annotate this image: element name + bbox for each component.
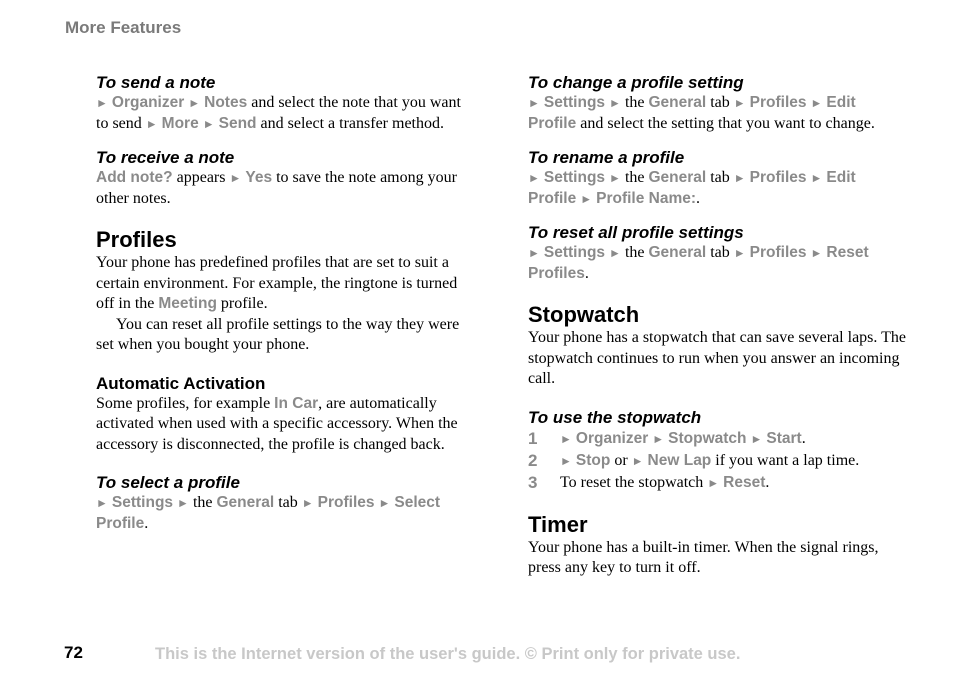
change-profile-section bbox=[528, 73, 906, 134]
text: the bbox=[620, 244, 649, 261]
timer-body: Your phone has a built-in timer. When the signal rings, press any key to turn it off. bbox=[528, 538, 879, 576]
menu-organizer: Organizer bbox=[575, 429, 649, 447]
arrow-icon: ► bbox=[580, 191, 593, 206]
menu-add-note: Add note? bbox=[96, 169, 173, 186]
text: if you want a lap time. bbox=[711, 451, 860, 469]
left-column bbox=[96, 73, 476, 534]
menu-settings: Settings bbox=[543, 244, 606, 261]
arrow-icon: ► bbox=[631, 453, 644, 468]
arrow-icon: ► bbox=[528, 96, 540, 110]
text: . bbox=[584, 264, 589, 282]
text: tab bbox=[706, 244, 734, 261]
arrow-icon: ► bbox=[609, 246, 621, 260]
step-number: 3 bbox=[528, 472, 538, 492]
arrow-icon: ► bbox=[301, 496, 314, 510]
right-column bbox=[528, 73, 906, 579]
rename-profile-instructions bbox=[528, 168, 906, 209]
menu-profiles: Profiles bbox=[749, 169, 807, 186]
footer-note: This is the Internet version of the user's guide. © Print only for private use. bbox=[155, 645, 741, 663]
arrow-icon: ► bbox=[188, 96, 201, 110]
stopwatch-title: Stopwatch bbox=[528, 302, 640, 327]
text: tab bbox=[274, 494, 302, 511]
menu-profile-name: Profile Name: bbox=[596, 189, 697, 207]
rename-profile-title: To rename a profile bbox=[528, 148, 685, 167]
arrow-icon: ► bbox=[609, 171, 621, 185]
receive-note-instructions bbox=[96, 168, 476, 209]
arrow-icon: ► bbox=[707, 475, 720, 490]
step-1 bbox=[528, 428, 906, 450]
timer-section bbox=[528, 512, 906, 579]
arrow-icon: ► bbox=[750, 431, 763, 446]
arrow-icon: ► bbox=[528, 171, 540, 185]
text: and select the setting that you want to change. bbox=[576, 114, 875, 132]
arrow-icon: ► bbox=[229, 171, 242, 185]
text: , are automatically activated when used with a specific accessory. When the accessory is disconnected, the profile is changed back. bbox=[96, 394, 458, 453]
menu-notes: Notes bbox=[204, 94, 248, 111]
menu-in-car: In Car bbox=[274, 394, 319, 412]
text: to save the note among your other notes. bbox=[96, 169, 457, 207]
text: profile. bbox=[216, 295, 268, 312]
arrow-icon: ► bbox=[145, 116, 158, 131]
menu-select-profile: Select Profile bbox=[96, 494, 441, 532]
menu-start: Start bbox=[766, 429, 802, 447]
menu-profiles: Profiles bbox=[317, 494, 375, 511]
menu-meeting: Meeting bbox=[158, 295, 217, 312]
select-profile-instructions bbox=[96, 493, 476, 534]
arrow-icon: ► bbox=[560, 431, 572, 446]
step-text bbox=[560, 450, 859, 472]
profiles-section bbox=[96, 227, 476, 356]
arrow-icon: ► bbox=[96, 496, 108, 510]
profiles-paragraph-1 bbox=[96, 253, 476, 315]
profiles-title: Profiles bbox=[96, 227, 177, 252]
arrow-icon: ► bbox=[733, 171, 746, 185]
change-profile-title: To change a profile setting bbox=[528, 73, 744, 92]
arrow-icon: ► bbox=[810, 96, 823, 110]
arrow-icon: ► bbox=[378, 496, 391, 510]
menu-reset-profiles: Reset Profiles bbox=[528, 244, 869, 282]
menu-stopwatch: Stopwatch bbox=[668, 429, 747, 447]
rename-profile-section bbox=[528, 148, 906, 209]
menu-settings: Settings bbox=[543, 94, 606, 111]
profiles-paragraph-2: You can reset all profile settings to the way they were set when you bought your phone. bbox=[96, 315, 460, 353]
menu-stop: Stop bbox=[575, 451, 611, 469]
use-stopwatch-section bbox=[528, 408, 906, 494]
arrow-icon: ► bbox=[202, 116, 215, 131]
use-stopwatch-title: To use the stopwatch bbox=[528, 407, 702, 427]
text: . bbox=[144, 514, 149, 532]
menu-general: General bbox=[648, 94, 707, 111]
select-profile-title: To select a profile bbox=[96, 473, 240, 492]
menu-organizer: Organizer bbox=[111, 94, 185, 111]
step-number: 1 bbox=[528, 428, 538, 448]
menu-general: General bbox=[648, 169, 707, 186]
timer-title: Timer bbox=[528, 511, 588, 537]
text: Your phone has predefined profiles that are set to suit a certain environment. For example, the ringtone is turned off in the bbox=[96, 254, 458, 312]
text: the bbox=[188, 494, 217, 511]
menu-settings: Settings bbox=[111, 494, 174, 511]
arrow-icon: ► bbox=[733, 246, 746, 260]
menu-settings: Settings bbox=[543, 169, 606, 186]
menu-send: Send bbox=[218, 114, 257, 132]
text: and select the note that you want to send bbox=[96, 94, 461, 132]
receive-note-section bbox=[96, 148, 476, 209]
auto-activation-section bbox=[96, 374, 476, 456]
arrow-icon: ► bbox=[652, 431, 665, 446]
arrow-icon: ► bbox=[810, 246, 823, 260]
arrow-icon: ► bbox=[96, 96, 108, 110]
text: appears bbox=[172, 169, 230, 186]
page-number: 72 bbox=[64, 643, 83, 662]
text: . bbox=[801, 429, 806, 447]
arrow-icon: ► bbox=[810, 171, 823, 185]
change-profile-instructions bbox=[528, 93, 906, 134]
reset-profiles-title: To reset all profile settings bbox=[528, 223, 744, 242]
arrow-icon: ► bbox=[609, 96, 621, 110]
arrow-icon: ► bbox=[177, 496, 189, 510]
step-text bbox=[560, 428, 806, 450]
send-note-instructions bbox=[96, 93, 476, 134]
running-header: More Features bbox=[65, 18, 182, 37]
auto-activation-title: Automatic Activation bbox=[96, 373, 266, 393]
menu-profiles: Profiles bbox=[749, 94, 807, 111]
arrow-icon: ► bbox=[560, 453, 572, 468]
menu-more: More bbox=[161, 114, 199, 132]
select-profile-section bbox=[96, 473, 476, 534]
step-number: 2 bbox=[528, 450, 538, 470]
receive-note-title: To receive a note bbox=[96, 148, 235, 167]
text: and select a transfer method. bbox=[256, 114, 444, 132]
menu-edit-profile: Edit Profile bbox=[528, 94, 856, 132]
menu-general: General bbox=[216, 494, 275, 511]
text: . bbox=[696, 189, 701, 207]
step-text bbox=[560, 472, 769, 494]
auto-activation-text bbox=[96, 394, 476, 456]
text: tab bbox=[706, 169, 734, 186]
menu-new-lap: New Lap bbox=[647, 451, 712, 469]
text: the bbox=[620, 94, 649, 111]
send-note-title: To send a note bbox=[96, 73, 216, 92]
menu-reset: Reset bbox=[723, 473, 766, 491]
stopwatch-section bbox=[528, 302, 906, 390]
step-3 bbox=[528, 472, 906, 494]
step-2 bbox=[528, 450, 906, 472]
text: To reset the stopwatch bbox=[560, 473, 708, 491]
menu-general: General bbox=[648, 244, 707, 261]
text: or bbox=[610, 451, 632, 469]
text: tab bbox=[706, 94, 734, 111]
text: . bbox=[765, 473, 770, 491]
arrow-icon: ► bbox=[528, 246, 540, 260]
menu-yes: Yes bbox=[245, 169, 273, 186]
text: the bbox=[620, 169, 649, 186]
menu-edit-profile: Edit Profile bbox=[528, 169, 856, 207]
stopwatch-body: Your phone has a stopwatch that can save several laps. The stopwatch continues to run when you answer an incoming call. bbox=[528, 329, 906, 387]
arrow-icon: ► bbox=[733, 96, 746, 110]
reset-profiles-section bbox=[528, 223, 906, 284]
send-note-section bbox=[96, 73, 476, 134]
text: Some profiles, for example bbox=[96, 394, 275, 412]
menu-profiles: Profiles bbox=[749, 244, 807, 261]
reset-profiles-instructions bbox=[528, 243, 906, 284]
